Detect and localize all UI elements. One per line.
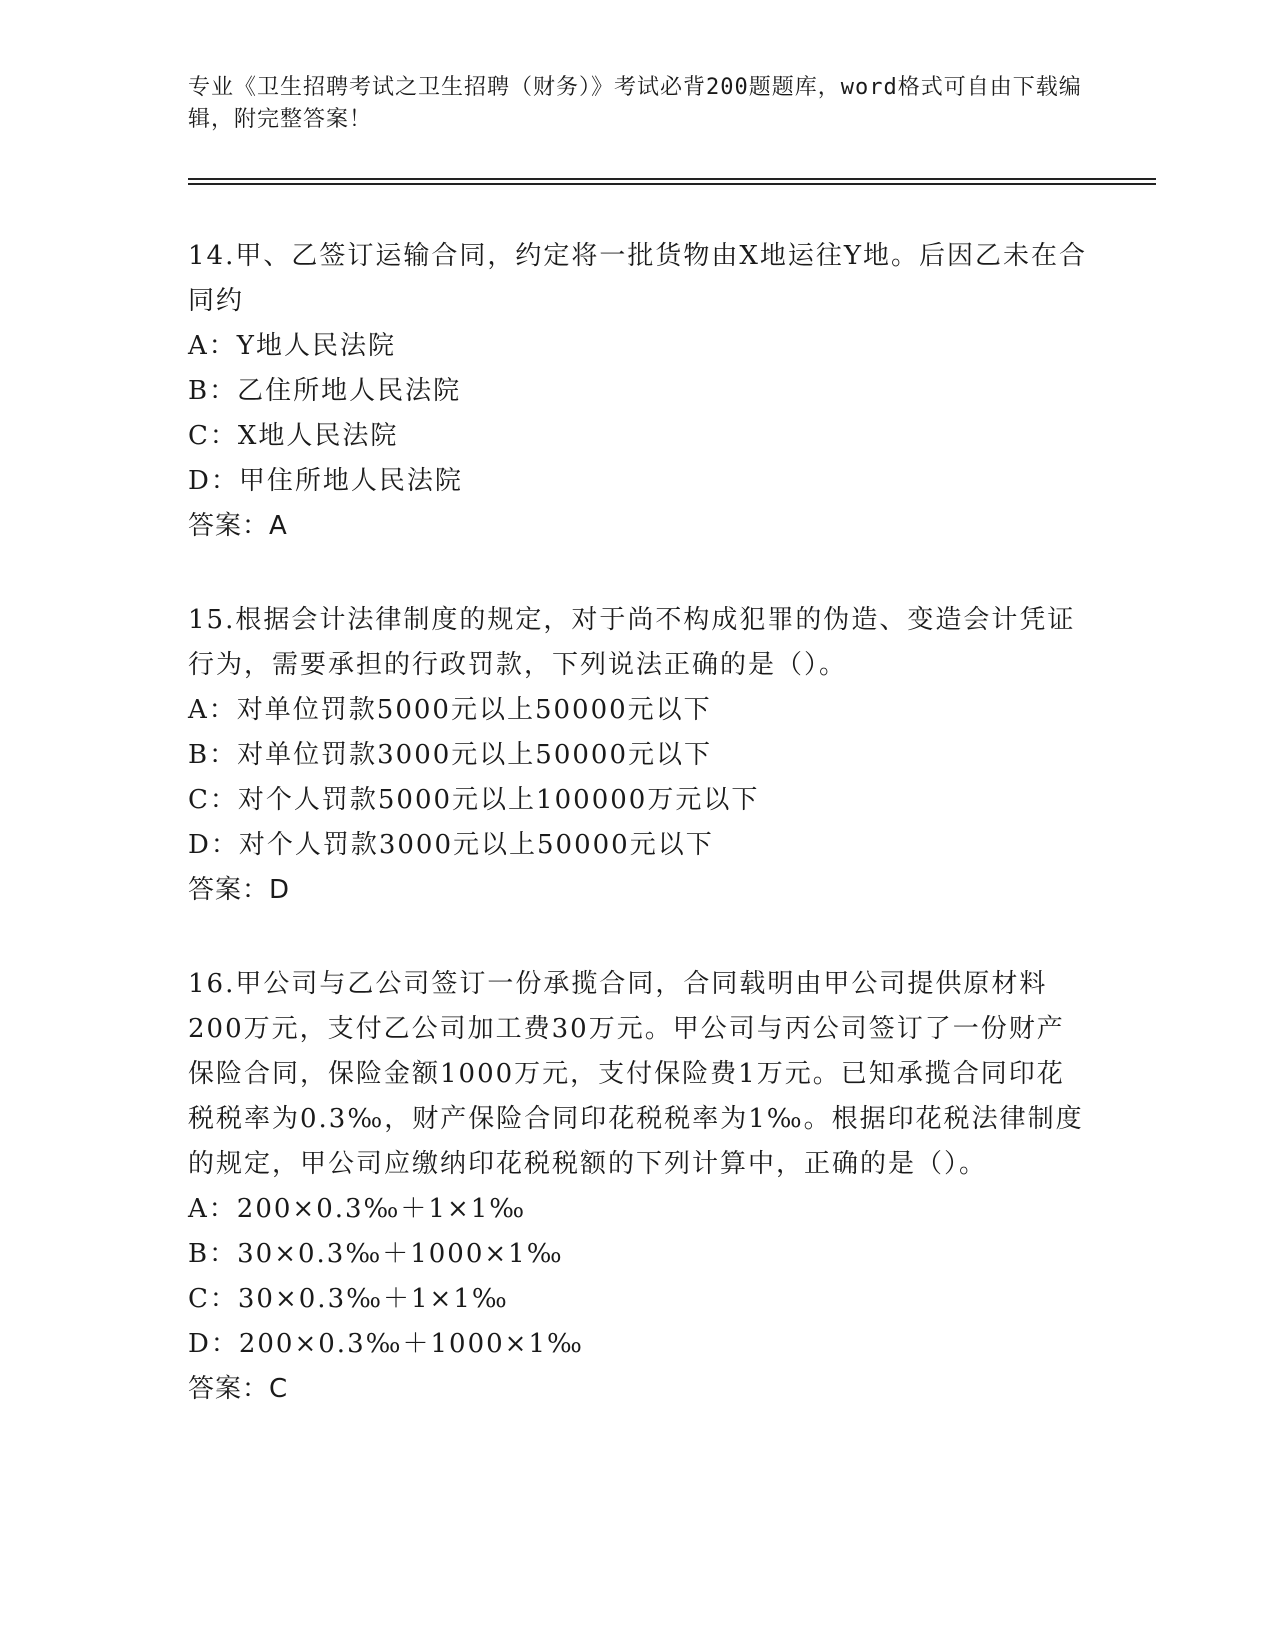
question-stem: 14.甲、乙签订运输合同，约定将一批货物由X地运往Y地。后因乙未在合同约 — [188, 241, 1088, 316]
option-b: B：30×0.3‰＋1000×1‰ — [188, 1239, 564, 1269]
option-c: C：X地人民法院 — [188, 421, 399, 451]
option-a: A：Y地人民法院 — [188, 331, 396, 361]
answer-line: 答案：C — [188, 1374, 289, 1404]
question-16 — [188, 962, 1088, 1412]
answer-line: 答案：A — [188, 511, 288, 541]
option-c: C：30×0.3‰＋1×1‰ — [188, 1284, 509, 1314]
option-b: B：乙住所地人民法院 — [188, 376, 462, 406]
question-stem: 15.根据会计法律制度的规定，对于尚不构成犯罪的伪造、变造会计凭证行为，需要承担的行政罚款，下列说法正确的是（）。 — [188, 605, 1076, 680]
option-d: D：200×0.3‰＋1000×1‰ — [188, 1329, 584, 1359]
option-a: A：200×0.3‰＋1×1‰ — [188, 1194, 527, 1224]
option-a: A：对单位罚款5000元以上50000元以下 — [188, 695, 712, 725]
header-divider-bottom — [188, 183, 1156, 185]
header-divider-top — [188, 178, 1156, 180]
option-c: C：对个人罚款5000元以上100000万元以下 — [188, 785, 760, 815]
question-14 — [188, 234, 1088, 549]
option-b: B：对单位罚款3000元以上50000元以下 — [188, 740, 712, 770]
question-stem: 16.甲公司与乙公司签订一份承揽合同，合同载明由甲公司提供原材料200万元，支付乙公司加工费30万元。甲公司与丙公司签订了一份财产保险合同，保险金额1000万元，支付保险费1万元。已知承揽合同印花税税率为0.3‰，财产保险合同印花税税率为1‰。根据印花税法律制度的规定，甲公司应缴纳印花税税额的下列计算中，正确的是（）。 — [188, 969, 1084, 1179]
option-d: D：甲住所地人民法院 — [188, 466, 463, 496]
option-d: D：对个人罚款3000元以上50000元以下 — [188, 830, 714, 860]
question-15 — [188, 598, 1088, 913]
document-header: 专业《卫生招聘考试之卫生招聘（财务）》考试必背200题题库，word格式可自由下载编辑，附完整答案！ — [188, 75, 1082, 132]
answer-line: 答案：D — [188, 875, 291, 905]
